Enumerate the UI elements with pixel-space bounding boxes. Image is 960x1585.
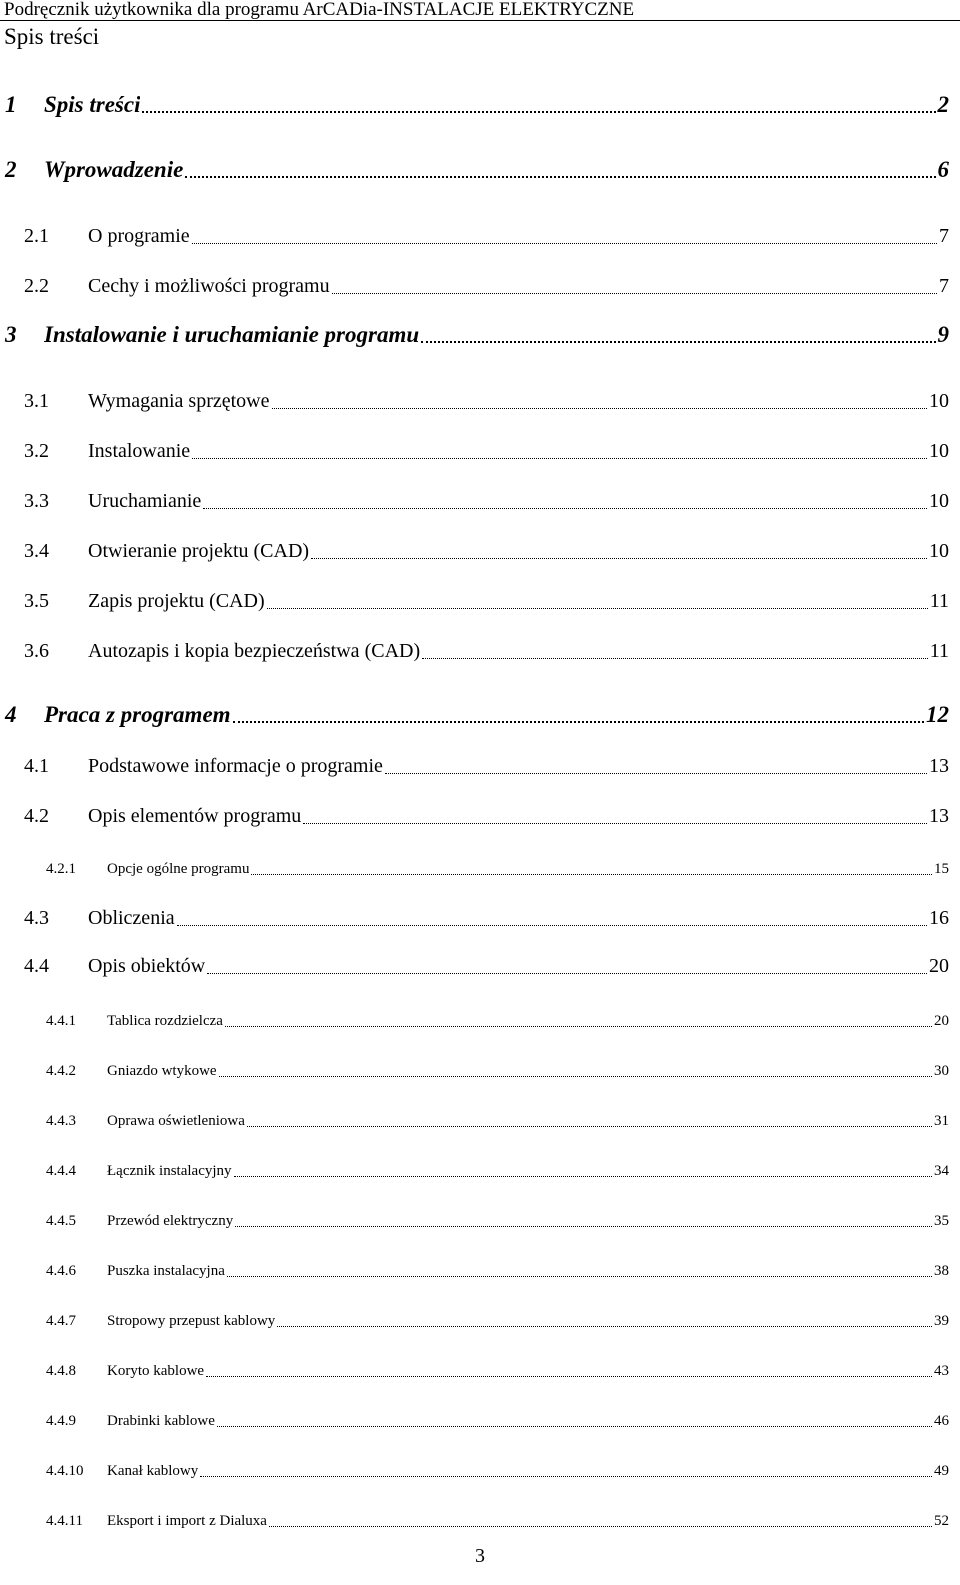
toc-entry-page: 35	[934, 1213, 949, 1229]
toc-entry-number: 3.2	[24, 440, 49, 462]
toc-entry-number: 4.4.1	[46, 1013, 76, 1029]
toc-entry-number: 4.4.4	[46, 1163, 76, 1179]
toc-entry-title: Opis obiektów	[88, 955, 206, 977]
toc-entry-page: 46	[934, 1413, 949, 1429]
toc-entry-number: 3.3	[24, 490, 49, 512]
toc-entry[interactable]	[0, 633, 960, 663]
toc-entry-title: Puszka instalacyjna	[107, 1263, 225, 1279]
toc-dot-leader	[385, 748, 927, 778]
toc-entry-title: Podstawowe informacje o programie	[88, 755, 383, 777]
toc-entry-number: 3.1	[24, 390, 49, 412]
toc-entry-title: Wymagania sprzętowe	[88, 390, 270, 412]
toc-entry-title: Kanał kablowy	[107, 1463, 199, 1479]
toc-entry-title: Otwieranie projektu (CAD)	[88, 540, 310, 562]
toc-entry-number: 4.4.7	[46, 1313, 76, 1329]
toc-dot-leader	[311, 533, 927, 563]
toc-entry-page: 6	[937, 157, 949, 182]
toc-entry-number: 4.2	[24, 805, 49, 827]
toc-entry-page: 15	[934, 861, 949, 877]
header-divider	[0, 20, 960, 21]
toc-dot-leader	[227, 1250, 932, 1280]
toc-entry-title: Łącznik instalacyjny	[107, 1163, 232, 1179]
toc-dot-leader	[421, 318, 936, 348]
toc-entry[interactable]	[0, 1300, 960, 1330]
toc-entry[interactable]	[0, 153, 960, 183]
toc-dot-leader	[203, 483, 927, 513]
toc-dot-leader	[192, 218, 937, 248]
toc-entry-number: 4.3	[24, 907, 49, 929]
toc-dot-leader	[251, 848, 932, 878]
toc-entry-number: 4.2.1	[46, 861, 76, 877]
toc-entry-number: 3.4	[24, 540, 49, 562]
toc-entry-number: 4.1	[24, 755, 49, 777]
toc-entry-title: Przewód elektryczny	[107, 1213, 234, 1229]
toc-entry-number: 4.4	[24, 955, 49, 977]
toc-entry-title: Obliczenia	[88, 907, 175, 929]
toc-dot-leader	[200, 1450, 932, 1480]
toc-entry-title: Eksport i import z Dialuxa	[107, 1513, 267, 1529]
toc-entry-title: Gniazdo wtykowe	[107, 1063, 217, 1079]
toc-entry[interactable]	[0, 1000, 960, 1030]
toc-entry-page: 13	[929, 755, 949, 777]
toc-dot-leader	[303, 798, 927, 828]
toc-entry-number: 4.4.8	[46, 1363, 76, 1379]
toc-entry[interactable]	[0, 1100, 960, 1130]
toc-entry-title: O programie	[88, 225, 190, 247]
toc-entry-page: 13	[929, 805, 949, 827]
toc-entry-page: 11	[929, 640, 949, 662]
toc-entry-page: 11	[929, 590, 949, 612]
toc-entry-number: 4.4.10	[46, 1463, 84, 1479]
toc-entry-page: 9	[937, 322, 949, 347]
toc-dot-leader	[206, 1350, 932, 1380]
toc-entry-page: 7	[939, 225, 949, 247]
toc-dot-leader	[207, 948, 927, 978]
toc-entry-page: 10	[929, 390, 949, 412]
toc-dot-leader	[177, 900, 927, 930]
toc-entry-page: 10	[929, 490, 949, 512]
toc-entry-number: 4.4.2	[46, 1063, 76, 1079]
toc-entry[interactable]	[0, 698, 960, 728]
toc-dot-leader	[233, 698, 924, 728]
toc-entry-page: 30	[934, 1063, 949, 1079]
toc-entry-title: Uruchamianie	[88, 490, 202, 512]
toc-entry-title: Instalowanie	[88, 440, 191, 462]
toc-entry-number: 4.4.6	[46, 1263, 76, 1279]
toc-entry-title: Opis elementów programu	[88, 805, 302, 827]
toc-dot-leader	[142, 88, 936, 118]
toc-entry-title: Instalowanie i uruchamianie programu	[44, 322, 420, 347]
toc-entry[interactable]	[0, 1500, 960, 1530]
toc-entry[interactable]	[0, 583, 960, 613]
toc-entry-number: 4.4.11	[46, 1513, 83, 1529]
toc-entry[interactable]	[0, 318, 960, 348]
toc-entry-title: Praca z programem	[44, 702, 231, 727]
toc-dot-leader	[185, 153, 936, 183]
toc-entry-number: 2.1	[24, 225, 49, 247]
toc-entry-number: 4.4.3	[46, 1113, 76, 1129]
toc-entry-title: Spis treści	[44, 92, 141, 117]
toc-dot-leader	[332, 268, 937, 298]
toc-dot-leader	[225, 1000, 932, 1030]
toc-entry-number: 3.5	[24, 590, 49, 612]
toc-dot-leader	[277, 1300, 932, 1330]
toc-entry-page: 49	[934, 1463, 949, 1479]
toc-entry-title: Opcje ogólne programu	[107, 861, 250, 877]
toc-entry-page: 16	[929, 907, 949, 929]
toc-entry[interactable]	[0, 1200, 960, 1230]
toc-dot-leader	[234, 1150, 932, 1180]
toc-dot-leader	[267, 583, 928, 613]
toc-entry-number: 2	[5, 157, 17, 182]
toc-entry[interactable]	[0, 433, 960, 463]
toc-entry-page: 10	[929, 440, 949, 462]
toc-entry-title: Drabinki kablowe	[107, 1413, 215, 1429]
toc-dot-leader	[192, 433, 927, 463]
toc-entry-page: 43	[934, 1363, 949, 1379]
toc-entry[interactable]	[0, 1050, 960, 1080]
toc-entry[interactable]	[0, 383, 960, 413]
toc-entry[interactable]	[0, 1150, 960, 1180]
toc-entry[interactable]	[0, 848, 960, 878]
toc-entry-page: 10	[929, 540, 949, 562]
toc-entry-page: 34	[934, 1163, 949, 1179]
toc-entry[interactable]	[0, 483, 960, 513]
toc-entry-page: 2	[937, 92, 949, 117]
toc-dot-leader	[247, 1100, 932, 1130]
toc-entry[interactable]	[0, 533, 960, 563]
toc-entry-title: Oprawa oświetleniowa	[107, 1113, 245, 1129]
toc-entry[interactable]	[0, 1350, 960, 1380]
toc-entry-page: 20	[929, 955, 949, 977]
toc-entry[interactable]	[0, 1400, 960, 1430]
toc-entry-title: Cechy i możliwości programu	[88, 275, 330, 297]
toc-entry-number: 3	[5, 322, 17, 347]
toc-dot-leader	[269, 1500, 932, 1530]
toc-entry-page: 12	[926, 702, 949, 727]
page-number: 3	[475, 1545, 485, 1567]
toc-entry-page: 7	[939, 275, 949, 297]
toc-dot-leader	[219, 1050, 932, 1080]
toc-entry-page: 52	[934, 1513, 949, 1529]
toc-entry-number: 4.4.9	[46, 1413, 76, 1429]
toc-dot-leader	[422, 633, 928, 663]
toc-entry[interactable]	[0, 1250, 960, 1280]
toc-entry[interactable]	[0, 948, 960, 978]
toc-entry[interactable]	[0, 88, 960, 118]
toc-entry[interactable]	[0, 900, 960, 930]
toc-dot-leader	[217, 1400, 932, 1430]
page-section-title: Spis treści	[4, 24, 100, 49]
toc-entry-title: Zapis projektu (CAD)	[88, 590, 265, 612]
toc-entry-title: Autozapis i kopia bezpieczeństwa (CAD)	[88, 640, 421, 662]
toc-dot-leader	[235, 1200, 932, 1230]
toc-entry-page: 31	[934, 1113, 949, 1129]
toc-entry-title: Tablica rozdzielcza	[107, 1013, 223, 1029]
toc-entry-page: 38	[934, 1263, 949, 1279]
toc-entry-number: 4	[5, 702, 17, 727]
toc-dot-leader	[272, 383, 927, 413]
toc-entry-title: Wprowadzenie	[44, 157, 184, 182]
toc-entry-number: 4.4.5	[46, 1213, 76, 1229]
toc-entry-number: 2.2	[24, 275, 49, 297]
toc-entry[interactable]	[0, 268, 960, 298]
toc-entry-title: Stropowy przepust kablowy	[107, 1313, 276, 1329]
toc-entry-page: 39	[934, 1313, 949, 1329]
toc-entry[interactable]	[0, 1450, 960, 1480]
toc-entry[interactable]	[0, 798, 960, 828]
toc-entry-page: 20	[934, 1013, 949, 1029]
running-header: Podręcznik użytkownika dla programu ArCADia-INSTALACJE ELEKTRYCZNE	[4, 0, 635, 20]
toc-entry[interactable]	[0, 748, 960, 778]
toc-entry-number: 3.6	[24, 640, 49, 662]
toc-entry[interactable]	[0, 218, 960, 248]
toc-entry-title: Koryto kablowe	[107, 1363, 205, 1379]
toc-entry-number: 1	[5, 92, 17, 117]
